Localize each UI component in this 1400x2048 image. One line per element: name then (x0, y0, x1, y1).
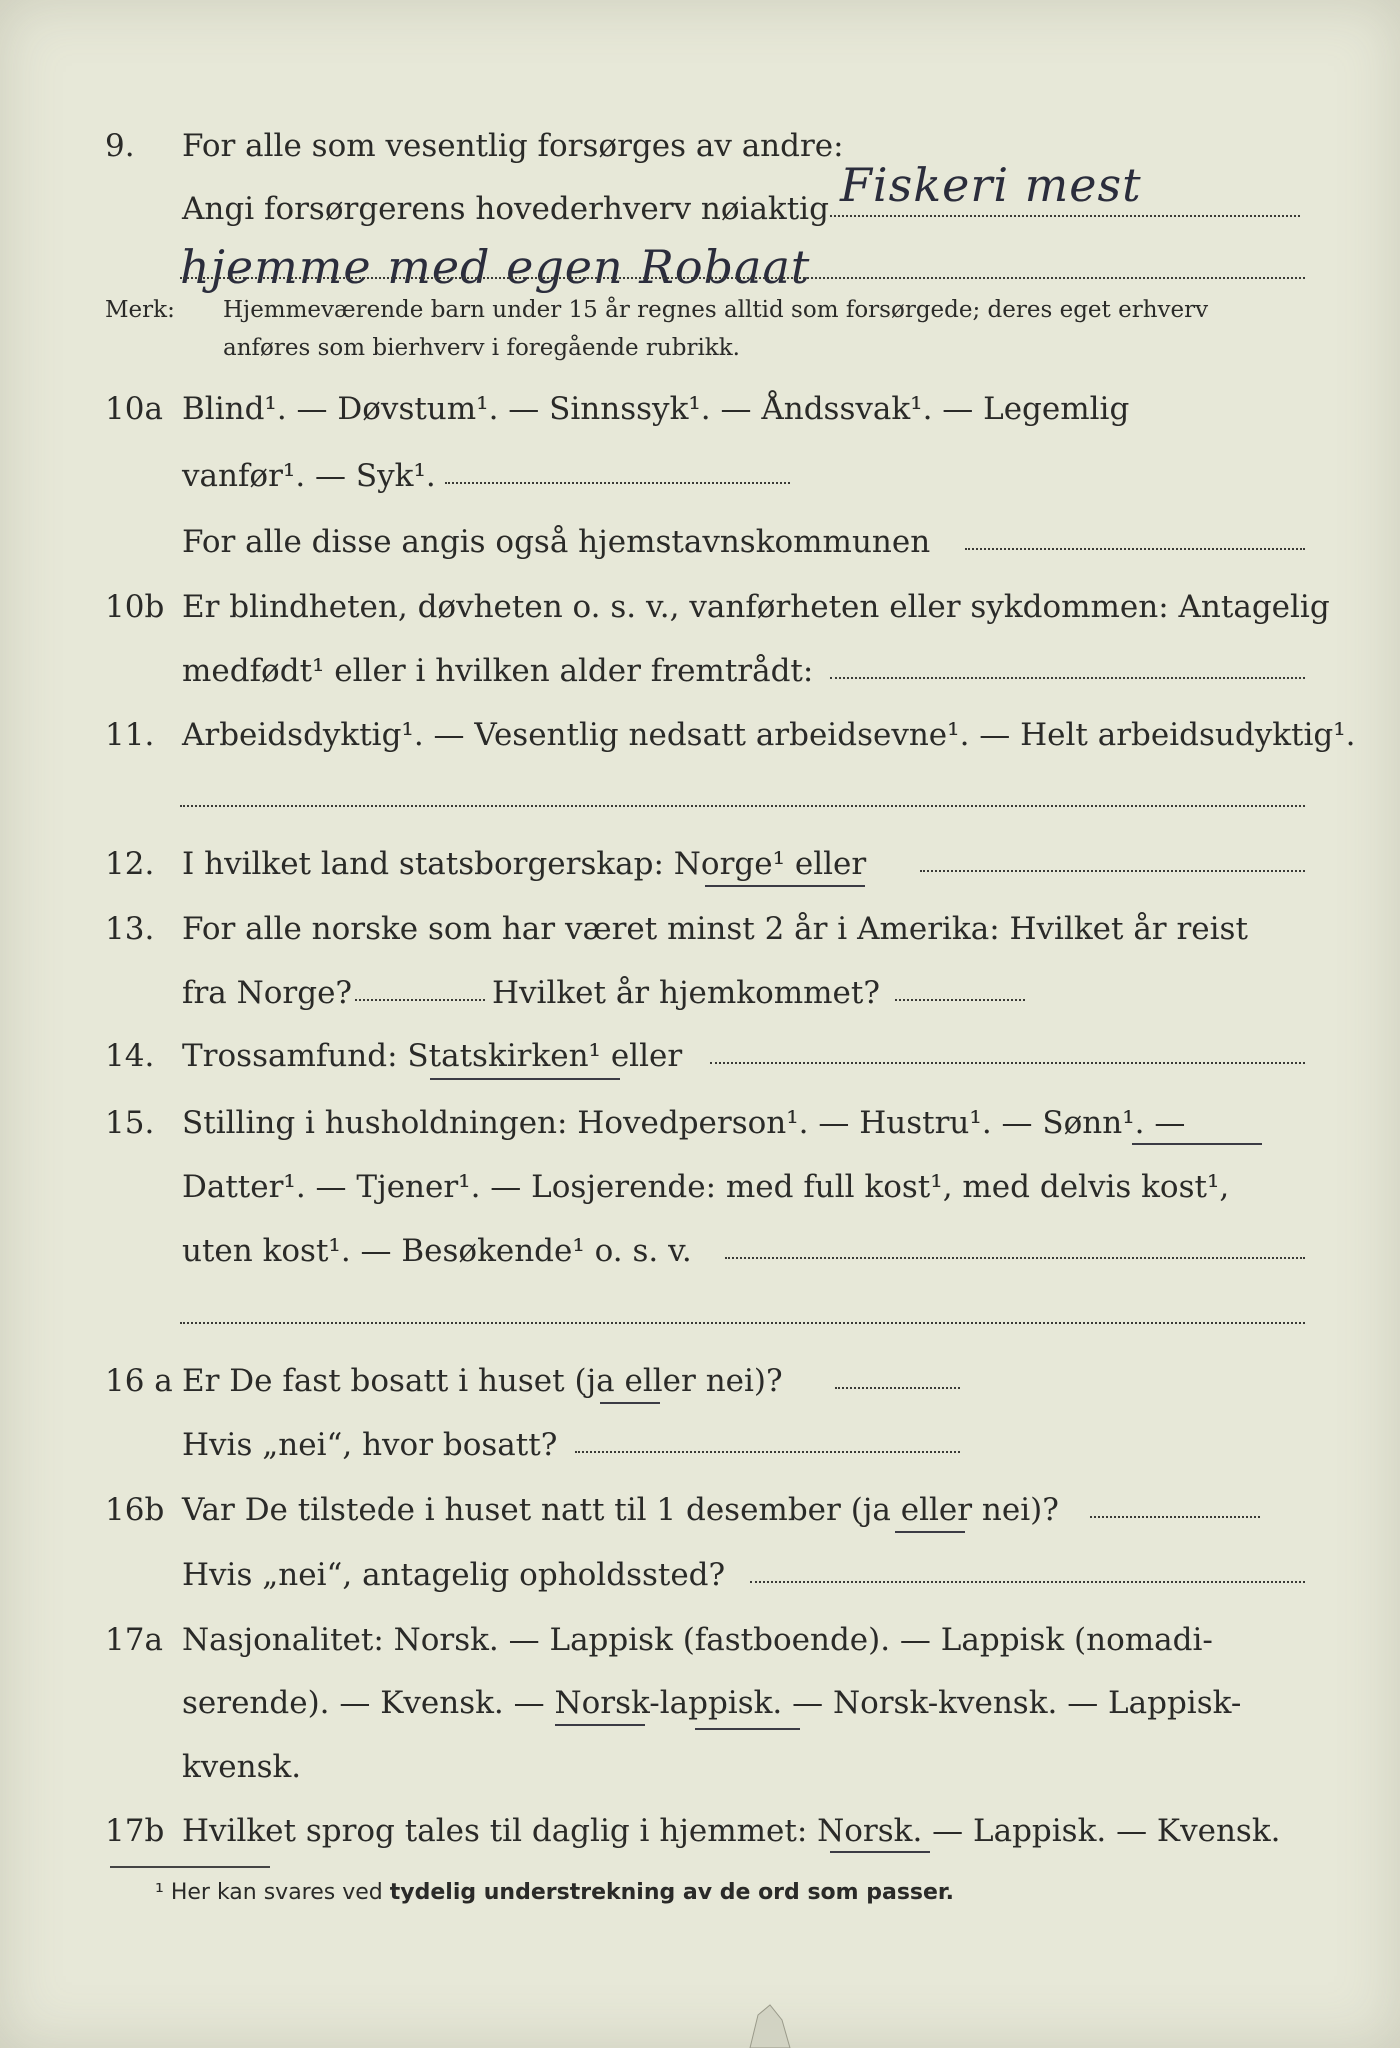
q14-number: 14. (105, 1038, 155, 1074)
q17a-text-1: Nasjonalitet: Norsk. — Lappisk (fastboende). — Lappisk (nomadi- (182, 1622, 1213, 1658)
q16b-answer-line-2 (750, 1581, 1305, 1583)
q17a-underline-norsk (555, 1724, 645, 1726)
q15-text-1: Stilling i husholdningen: Hovedperson¹. — Hustru¹. — Sønn¹. — (182, 1105, 1186, 1141)
footnote-mark: ¹ (155, 1880, 164, 1905)
q16b-text-1: Var De tilstede i huset natt til 1 desember (ja eller nei)? (182, 1492, 1059, 1528)
q9-answer-line-1 (830, 215, 1300, 217)
q10a-text-1: Blind¹. — Døvstum¹. — Sinnssyk¹. — Åndssvak¹. — Legemlig (182, 391, 1130, 427)
footnote-bold: tydelig understrekning av de ord som passer. (389, 1880, 955, 1905)
q14-answer-line (710, 1062, 1305, 1064)
q9-answer-line-2 (180, 277, 1305, 279)
q17a-underline-lappisk (695, 1728, 800, 1730)
q9-handwritten-answer-2: hjemme med egen Robaat (180, 240, 811, 294)
q10a-text-2: vanfør¹. — Syk¹. (182, 458, 436, 494)
q13-answer-line-1 (355, 999, 485, 1001)
q16a-number: 16 a (105, 1363, 173, 1399)
q10a-answer-line-1 (445, 482, 790, 484)
q15-row-1 (105, 1099, 1310, 1147)
q17b-underline-norsk (830, 1851, 930, 1853)
q11-row-1 (105, 711, 1356, 759)
q15-number: 15. (105, 1105, 155, 1141)
q17a-text-2: serende). — Kvensk. — Norsk-lappisk. — Norsk-kvensk. — Lappisk- (182, 1685, 1242, 1721)
q15-underline-sonn (1132, 1143, 1262, 1145)
q16a-row-2 (105, 1421, 1310, 1469)
q9-handwritten-answer-1: Fiskeri mest (840, 158, 1142, 212)
q13-text-2b: Hvilket år hjemkommet? (492, 975, 880, 1011)
q16a-answer-line-2 (575, 1451, 960, 1453)
q10b-text-1: Er blindheten, døvheten o. s. v., vanførheten eller sykdommen: Antagelig (182, 589, 1330, 625)
q17b-text-1: Hvilket sprog tales til daglig i hjemmet: Norsk. — Lappisk. — Kvensk. (182, 1813, 1281, 1849)
footnote (155, 1880, 954, 1905)
q16a-underline-ja (600, 1402, 660, 1404)
q15-answer-line-2 (180, 1322, 1305, 1324)
q10b-text-2: medfødt¹ eller i hvilken alder fremtrådt: (182, 653, 814, 689)
q10b-number: 10b (105, 589, 165, 625)
merk-text-2: anføres som bierhverv i foregående rubrikk. (223, 335, 740, 361)
q16b-answer-line-1 (1090, 1516, 1260, 1518)
q15-row-2 (105, 1163, 1310, 1211)
q16a-row-1 (105, 1357, 1310, 1405)
merk-row-2 (105, 330, 1310, 366)
q10a-row-3 (105, 518, 1310, 566)
merk-text-1: Hjemmeværende barn under 15 år regnes alltid som forsørgede; deres eget erhverv (223, 297, 1209, 323)
q11-number: 11. (105, 717, 155, 753)
q13-number: 13. (105, 911, 155, 947)
q14-text-1: Trossamfund: Statskirken¹ eller (182, 1038, 683, 1074)
q10a-text-3: For alle disse angis også hjemstavnskommunen (182, 524, 931, 560)
q17a-row-3 (105, 1743, 1310, 1791)
q10a-row-2 (105, 452, 1310, 500)
q17a-text-3: kvensk. (182, 1749, 302, 1785)
q17b-row-1 (105, 1807, 1310, 1855)
q15-text-2: Datter¹. — Tjener¹. — Losjerende: med full kost¹, med delvis kost¹, (182, 1169, 1230, 1205)
merk-row-1 (105, 292, 1310, 328)
q9-text-1: For alle som vesentlig forsørges av andre: (182, 128, 844, 164)
q13-row-2 (105, 969, 1310, 1017)
q15-row-3 (105, 1227, 1310, 1275)
q14-underline-statskirken (430, 1078, 620, 1080)
q17a-number: 17a (105, 1622, 163, 1658)
torn-edge-icon (740, 1975, 800, 2048)
q15-text-3: uten kost¹. — Besøkende¹ o. s. v. (182, 1233, 692, 1269)
q13-answer-line-2 (895, 999, 1025, 1001)
q13-text-1: For alle norske som har været minst 2 år i Amerika: Hvilket år reist (182, 911, 1248, 947)
q16a-answer-line-1 (835, 1387, 960, 1389)
q12-underline-norge (705, 885, 865, 887)
q10b-row-1 (105, 583, 1330, 631)
q9-text-2: Angi forsørgerens hovederhverv nøiaktig (182, 191, 829, 227)
q12-number: 12. (105, 846, 155, 882)
q10a-row-1 (105, 385, 1310, 433)
q15-answer-line-1 (725, 1257, 1305, 1259)
q10b-answer-line (830, 677, 1305, 679)
q16b-number: 16b (105, 1492, 165, 1528)
q13-text-2a: fra Norge? (182, 975, 353, 1011)
q17b-number: 17b (105, 1813, 165, 1849)
q11-answer-line (180, 805, 1305, 807)
q16b-row-1 (105, 1486, 1310, 1534)
q14-row-1 (105, 1032, 1310, 1080)
q16a-text-2: Hvis „nei“, hvor bosatt? (182, 1427, 558, 1463)
q17a-row-1 (105, 1616, 1310, 1664)
q9-row-2 (105, 185, 1310, 233)
q10a-number: 10a (105, 391, 163, 427)
footnote-plain: Her kan svares ved (170, 1880, 383, 1905)
q17a-row-2 (105, 1679, 1310, 1727)
q16b-underline-ja (895, 1531, 965, 1533)
q13-row-1 (105, 905, 1310, 953)
merk-label: Merk: (105, 297, 175, 323)
footnote-rule (110, 1866, 270, 1868)
q16b-row-2 (105, 1551, 1310, 1599)
q11-text-1: Arbeidsdyktig¹. — Vesentlig nedsatt arbeidsevne¹. — Helt arbeidsudyktig¹. (182, 717, 1356, 753)
q16b-text-2: Hvis „nei“, antagelig opholdssted? (182, 1557, 726, 1593)
q9-number: 9. (105, 128, 135, 164)
q16a-text-1: Er De fast bosatt i huset (ja eller nei)? (182, 1363, 783, 1399)
q10a-answer-line-2 (965, 548, 1305, 550)
q12-answer-line (920, 870, 1305, 872)
q12-text-1: I hvilket land statsborgerskap: Norge¹ eller (182, 846, 867, 882)
q10b-row-2 (105, 647, 1310, 695)
q12-row-1 (105, 840, 1310, 888)
